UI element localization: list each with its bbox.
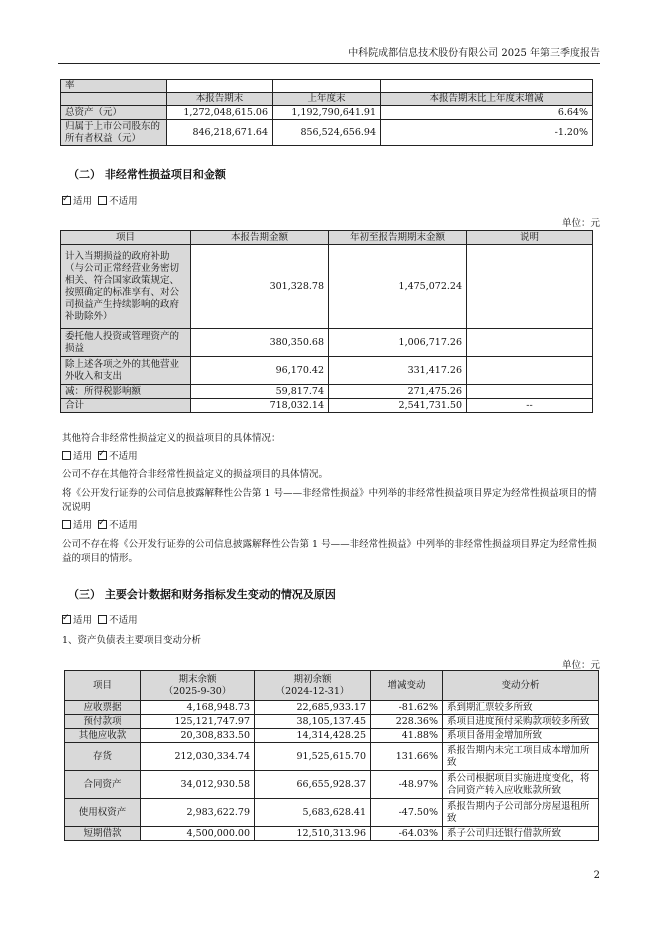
apply-options-1: ✓适用 不适用 (62, 195, 600, 209)
apply-options-3: 适用 ✓ 不适用 (62, 519, 600, 533)
asset-summary-table (60, 79, 593, 146)
col-prev-end: 上年度末 (273, 93, 381, 106)
table-row: 合计 718,032.14 2,541,731.50 -- (61, 399, 593, 413)
table-row: 除上述各项之外的其他营业外收入和支出 96,170.42 331,417.26 (61, 357, 593, 385)
table-row: 存货 212,030,334.74 91,525,615.70 131.66% 系报告期内未完工项目成本增加所致 (65, 743, 599, 771)
page-number: 2 (593, 870, 600, 881)
checkbox-empty-icon (98, 196, 107, 205)
section-3-title: （三） 主要会计数据和财务指标发生变动的情况及原因 (68, 588, 336, 601)
table-row: 归属于上市公司股东的所有者权益（元） 846,218,671.64 856,524,656.94 -1.20% (61, 120, 593, 146)
col-change: 本报告期末比上年度末增减 (381, 93, 593, 106)
table-row: 合同资产 34,012,930.58 66,655,928.37 -48.97% 系公司根据项目实施进度变化，将合同资产转入应收账款所致 (65, 771, 599, 799)
table-row: 使用权资产 2,983,622.79 5,683,628.41 -47.50% 系报告期内子公司部分房屋退租所致 (65, 799, 599, 827)
checkbox-empty-icon (62, 520, 71, 529)
col-current-end: 本报告期末 (167, 93, 273, 106)
table-row: 总资产（元） 1,272,048,615.06 1,192,790,641.91 6.64% (61, 106, 593, 120)
table-row: 预付款项 125,121,747.97 38,105,137.45 228.36% 系项目进度预付采购款项较多所致 (65, 715, 599, 729)
table-row: 减：所得税影响额 59,817.74 271,475.26 (61, 385, 593, 399)
paragraph: 公司不存在其他符合非经常性损益定义的损益项目的具体情况。 (62, 469, 329, 480)
checkbox-checked-icon (62, 196, 71, 205)
section-2-title: （二） 非经常性损益项目和金额 (68, 168, 226, 181)
unit-label: 单位：元 (561, 218, 600, 229)
paragraph: 将《公开发行证券的公司信息披露解释性公告第 1 号——非经常性损益》中列举的非经常性损益项目界定为经常性损益项目的情况说明 (62, 488, 597, 513)
apply-options-2: 适用 ✓ 不适用 (62, 450, 600, 464)
checkbox-empty-icon (62, 451, 71, 460)
balance-sheet-change-table: 项目 期末余额 （2025-9-30） 期初余额 （2024-12-31） 增减变动 变动分析 应收票据 4,168,948.73 22,685,933.17 -81.62% 系到期汇票较多所致 预付款项 125,121,747.97 38,105,137.45 228.36% 系项目进度预付采购款项较多所致 其他应收款 20,308,833.50 14,314,428.25 41.88% 系项目备用金增加所致 存货 212,030,334.74 91,525,615.70 131.66% 系报告期内未完工项目成本增加所致 合同资产 34,012,930.58 66,655,928.37 -48.97% 系公司根据项目实施进度变化，将合同资产转入应收账款所致 使用权资产 2,983,622.79 5,683,628.41 -47.50% 系报告期内子公司部分房屋退租所致 短期借款 4,500,000.00 12,510,313.96 -64.03% 系子公司归还银行借款所致 (64, 670, 599, 841)
checkbox-empty-icon (98, 615, 107, 624)
page-header: 中科院成都信息技术股份有限公司 2025 年第三季度报告 (58, 44, 600, 64)
label-row-cell: 率 (61, 80, 167, 93)
paragraph: 公司不存在将《公开发行证券的公司信息披露解释性公告第 1 号——非经常性损益》中列举的非经常性损益项目界定为经常性损益的项目的情形。 (62, 539, 597, 564)
table-row: 短期借款 4,500,000.00 12,510,313.96 -64.03% 系子公司归还银行借款所致 (65, 827, 599, 841)
table-row: 其他应收款 20,308,833.50 14,314,428.25 41.88% 系项目备用金增加所致 (65, 729, 599, 743)
apply-options-4: ✓适用 不适用 (62, 614, 600, 628)
checkbox-checked-icon (62, 615, 71, 624)
table-row: 计入当期损益的政府补助（与公司正常经营业务密切相关、符合国家政策规定、按照确定的标准享有、对公司损益产生持续影响的政府补助除外） 301,328.78 1,475,072.24 (61, 245, 593, 329)
table-row: 委托他人投资或管理资产的损益 380,350.68 1,006,717.26 (61, 329, 593, 357)
checkbox-checked-icon (98, 520, 107, 529)
unit-label: 单位：元 (561, 660, 600, 671)
table-row: 应收票据 4,168,948.73 22,685,933.17 -81.62% 系到期汇票较多所致 (65, 701, 599, 715)
checkbox-checked-icon (98, 451, 107, 460)
non-recurring-table: 项目 本报告期金额 年初至报告期期末金额 说明 计入当期损益的政府补助（与公司正常经营业务密切相关、符合国家政策规定、按照确定的标准享有、对公司损益产生持续影响的政府补助除外） 301,328.78 1,475,072.24 委托他人投资或管理资产的损益 380,350.68 1,006,717.26 除上述各项之外的其他营业外收入和支出 96,170.42 331,417.26 减：所得税影响额 59,817.74 271,475.26 合计 718,032.14 2,541,731.50 -- (60, 230, 593, 413)
paragraph: 其他符合非经常性损益定义的损益项目的具体情况： (62, 433, 281, 444)
subtitle: 1、资产负债表主要项目变动分析 (62, 635, 202, 646)
